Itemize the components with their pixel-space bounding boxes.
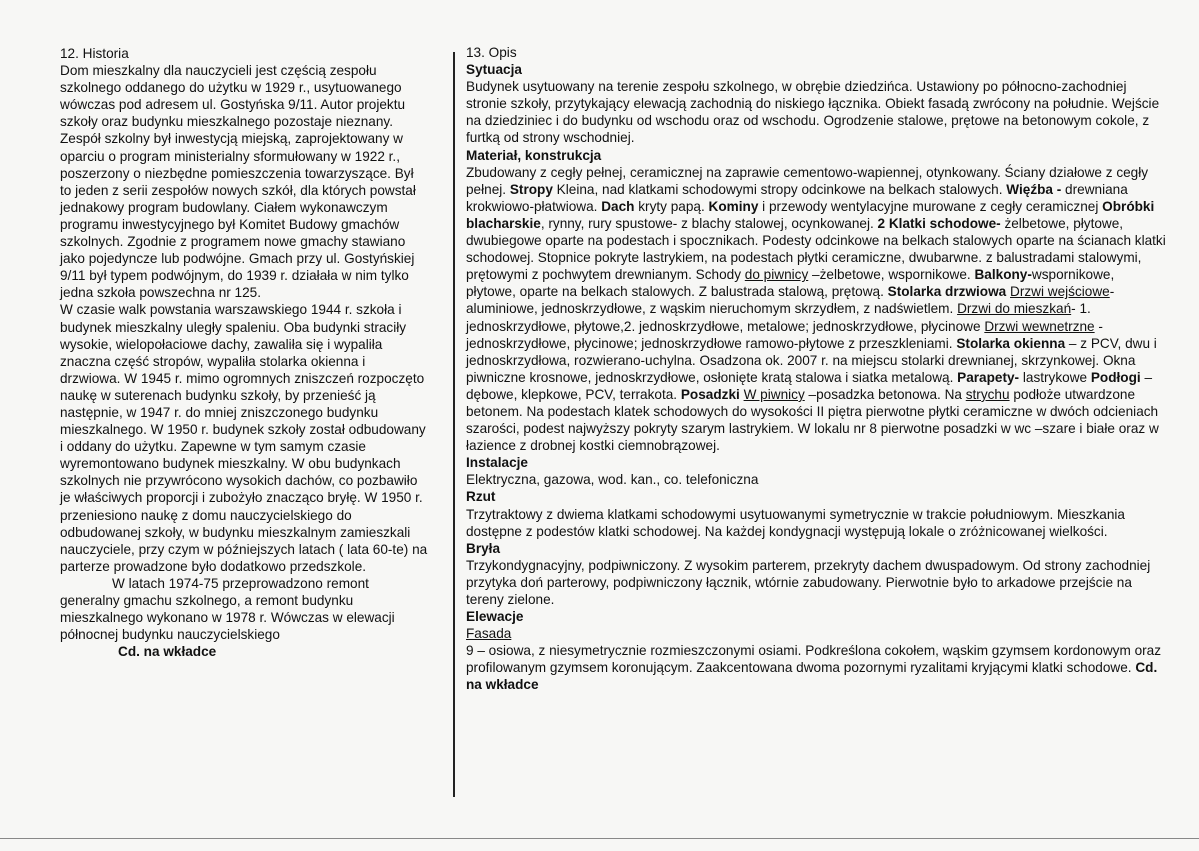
description-heading: 13. Opis: [466, 45, 517, 60]
section-text-fasada: 9 – osiowa, z niesymetrycznie rozmieszczonymi osiami. Podkreślona cokołem, wąskim gzymsem kordonowym oraz profilowanym gzymsem koronującym. Zaakcentowana dwoma pozornymi ryzalitami kryjącymi klatki schodowe. Cd. na wkładce: [466, 643, 1162, 693]
history-continuation: Cd. na wkładce: [118, 644, 217, 660]
description-column: [466, 44, 1166, 694]
history-paragraph-3: W latach 1974-75 przeprowadzono remont generalny gmachu szkolnego, a remont budynku mieszkalnego wykonano w 1978 r. Wówczas w elewacji północnej budynku nauczycielskiego: [60, 575, 395, 643]
section-text-instalacje: Elektryczna, gazowa, wod. kan., co. telefoniczna: [466, 472, 759, 488]
section-title-rzut: Rzut: [466, 489, 496, 505]
section-title-instalacje: Instalacje: [466, 455, 528, 471]
history-paragraph-1: Dom mieszkalny dla nauczycieli jest częścią zespołu szkolnego oddanego do użytku w 1929 r., usytuowanego wówczas pod adresem ul. Gostyńska 9/11. Autor projektu szkoły oraz budynku mieszkalnego pozostaje nieznany. Zespół szkolny był inwestycją miejską, zaprojektowany w oparciu o program ministerialny sformułowany w 1922 r., poszerzony o niezbędne pomieszczenia towarzyszące. Był to jeden z serii zespołów nowych szkół, dla których powstał jednakowy program budowlany. Ciałem wykonawczym programu inwestycyjnego był Komitet Budowy gmachów szkolnych. Zgodnie z programem nowe gmachy stawiano jako pojedyncze lub podwójne. Gmach przy ul. Gostyńskiej 9/11 był typem podwójnym, do 1939 r. działała w nim tylko jedna szkoła powszechna nr 125.: [60, 63, 416, 301]
section-text-material: Zbudowany z cegły pełnej, ceramicznej na zaprawie cementowo-wapiennej, otynkowany. Ściany działowe z cegły pełnej. Stropy Kleina, nad klatkami schodowymi stropy odcinkowe na belkach stalowych. Więźba - drewniana krokwiowo-płatwiowa. Dach kryty papą. Kominy i przewody wentylacyjne murowane z cegły ceramicznej Obróbki blacharskie, rynny, rury spustowe- z blachy stalowej, ocynkowanej. 2 Klatki schodowe- żelbetowe, płytowe, dwubiegowe oparte na podestach i spocznikach. Podesty odcinkowe na belkach stalowych oparte na ścianach klatki schodowej. Stopnice pokryte lastrykiem, na podestach płytki ceramiczne, dwubarwne. z balustradami stalowymi, prętowymi z pochwytem drewnianym. Schody do piwnicy –żelbetowe, wspornikowe. Balkony-wspornikowe, płytowe, oparte na belkach stalowych. Z balustrada stalową, prętową. Stolarka drzwiowa Drzwi wejściowe- aluminiowe, jednoskrzydłowe, z wąskim nieruchomym skrzydłem, z nadświetlem. Drzwi do mieszkań- 1. jednoskrzydłowe, płytowe,2. jednoskrzydłowe, metalowe; jednoskrzydłowe, płycinowe Drzwi wewnetrzne -jednoskrzydłowe, płycinowe; jednoskrzydłowe ramowo-płytowe z przeszkleniami. Stolarka okienna – z PCV, dwu i jednoskrzydłowa, rozwierano-uchylna. Osadzona ok. 2007 r. na miejscu stolarki drewnianej, skrzynkowej. Okna piwniczne krosnowe, jednoskrzydłowe, osłonięte kratą stalowa i siatka metalową. Parapety- lastrykowe Podłogi –dębowe, klepkowe, PCV, terrakota. Posadzki W piwnicy –posadzka betonowa. Na strychu podłoże utwardzone betonem. Na podestach klatek schodowych do wysokości II piętra pierwotne płytki ceramiczne w dwóch odcieniach szarości, podest najwyższy pokryty szarym lastrykiem. W lokalu nr 8 pierwotne posadzki w wc –szare i białe oraz w łazience z drobnej kostki ciemnobrązowej.: [466, 164, 1166, 454]
section-text-rzut: Trzytraktowy z dwiema klatkami schodowymi usytuowanymi symetrycznie w trakcie południowym. Mieszkania dostępne z podestów klatki schodowej. Na każdej kondygnacji występują lokale o zróżnicowanej wielkości.: [466, 506, 1125, 539]
section-title-material: Materiał, konstrukcja: [466, 147, 602, 163]
section-title-bryla: Bryła: [466, 540, 501, 556]
scan-edge-line: [0, 838, 1199, 839]
description-continuation: Cd. na wkładce: [466, 660, 1158, 693]
history-heading: 12. Historia: [60, 46, 129, 61]
history-paragraph-2: W czasie walk powstania warszawskiego 1944 r. szkoła i budynek mieszkalny uległy spaleniu. Oba budynki straciły wysokie, wielopołaciowe dachy, zawaliła się i wypaliła znaczna część stropów, wypaliła stolarka okienna i drzwiowa. W 1945 r. mimo ogromnych zniszczeń rozpoczęto naukę w suterenach budynku szkoły, by przenieść ją następnie, w 1947 r. do mniej zniszczonego budynku mieszkalnego. W 1950 r. budynek szkoły został odbudowany i oddany do użytku. Zapewne w tym samym czasie wyremontowano budynek mieszkalny. W obu budynkach szkolnych nie przywrócono wysokich dachów, co pozbawiło je właściwych proporcji i zubożyło znacząco bryłę. W 1950 r. przeniesiono naukę z domu nauczycielskiego do odbudowanej szkoły, w budynku mieszkalnym zamieszkali nauczyciele, przy czym w późniejszych latach ( lata 60-te) na parterze prowadzone było dodatkowo przedszkole.: [60, 302, 428, 574]
section-title-elewacje: Elewacje: [466, 609, 524, 625]
history-column: [60, 45, 428, 660]
column-divider: [453, 52, 455, 797]
section-text-bryla: Trzykondygnacyjny, podpiwniczony. Z wysokim parterem, przekryty dachem dwuspadowym. Od strony zachodniej przytyka doń parterowy, podpiwniczony łącznik, wtórnie zabudowany. Pierwotnie było to arkadowe przejście na tereny zielone.: [466, 557, 1151, 607]
section-title-sytuacja: Sytuacja: [466, 62, 522, 78]
subsection-title-fasada: Fasada: [466, 626, 512, 642]
section-text-sytuacja: Budynek usytuowany na terenie zespołu szkolnego, w obrębie dziedzińca. Ustawiony po północno-zachodniej stronie szkoły, przytykający elewacją zachodnią do niskiego łącznika. Obiekt fasadą zwrócony na południe. Wejście na dziedziniec i do budynku od wschodu oraz od wschodu. Ogrodzenie stalowe, prętowe na betonowym cokole, z furtką od strony wschodniej.: [466, 79, 1160, 146]
